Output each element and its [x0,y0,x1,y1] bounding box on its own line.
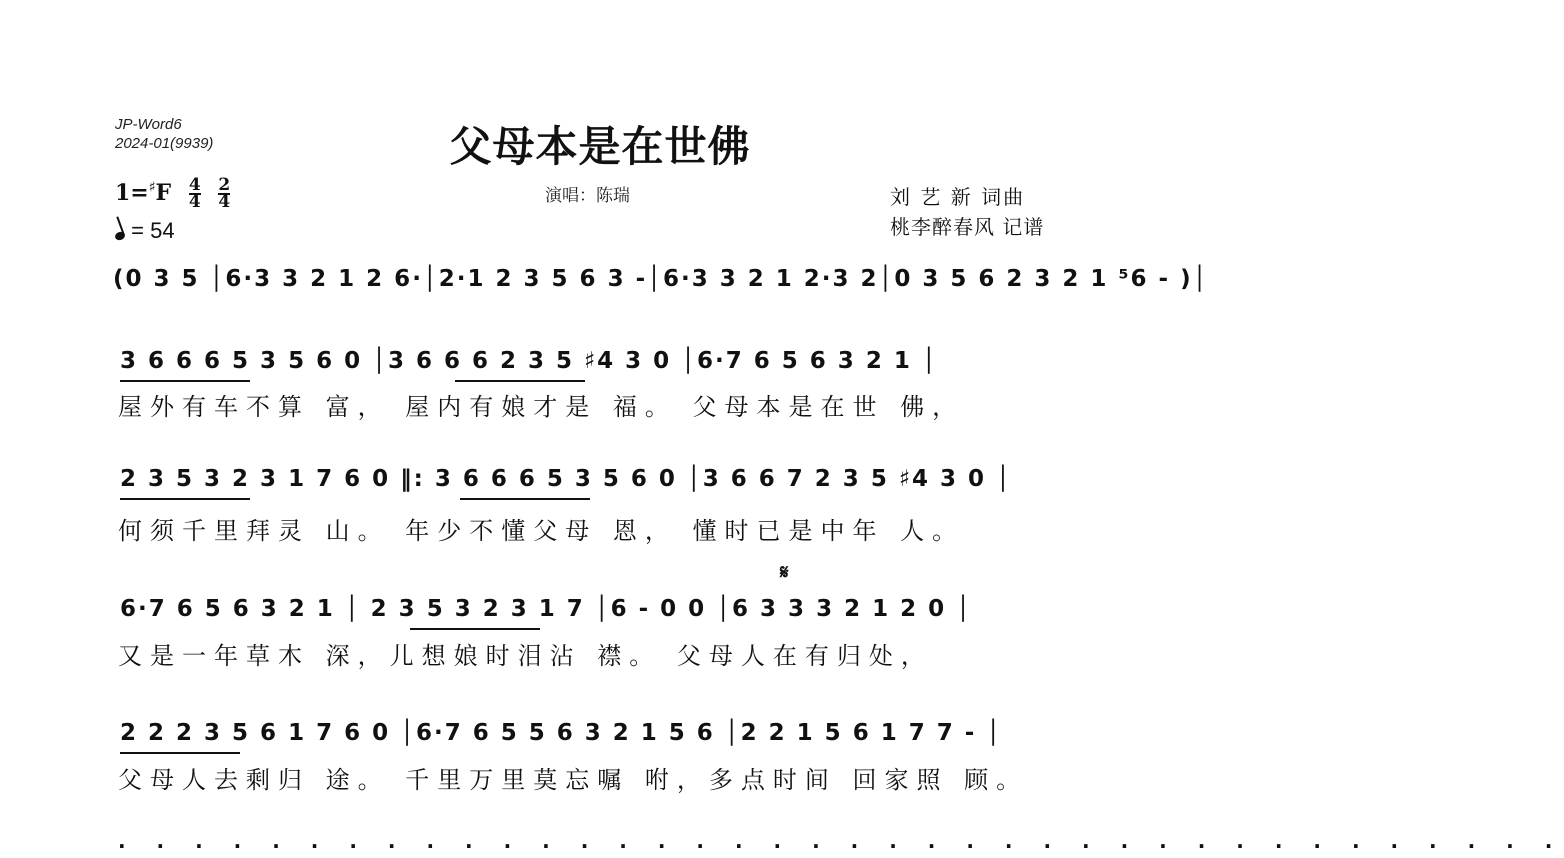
time-signature-4-4: $\frac{4}{4}$ [188,175,201,212]
lyric-line-5: 父母人去剩归 途。 千里万里莫忘嘱 咐，多点时间 回家照 顾。 [118,766,1029,794]
quarter-note-icon [114,231,126,242]
partial-notation-line-6: · · · · · · · · · · · · · · · · · · · · · · · · · · · · · · · · · · · · · · [118,834,1564,858]
notation-line-5: 2 2 2 3 5 6 1 7 6 0 │6·7 6 5 5 6 3 2 1 5 6 │2 2 1 5 6 1 7 7 - │ [120,720,1003,746]
sharp-icon: ♯ [148,179,156,196]
software-label: JP-Word6 [115,116,182,133]
lyric-line-4: 又是一年草木 深，儿想娘时泪沾 襟。 父母人在有归处， [118,642,933,670]
key-letter: F [155,180,172,206]
beam-line [460,498,590,500]
date-code: 2024-01(9939) [115,135,214,152]
beam-line [120,380,250,382]
segno-icon: 𝄋 [780,560,789,584]
tempo-marking [115,218,175,244]
singer-credit: 演唱：陈瑞 [545,186,630,206]
composer-credit: 刘 艺 新 词曲 [890,185,1026,209]
notation-line-4: 6·7 6 5 6 3 2 1 │ 2 3 5 3 2 3 1 7 │6 - 0 0 │6 3 3 3 2 1 2 0 │ [120,596,972,622]
lyric-line-3: 何须千里拜灵 山。 年少不懂父母 恩， 懂时已是中年 人。 [118,517,965,545]
beam-line [455,380,585,382]
beam-line [410,628,540,630]
tempo-value: = 54 [131,218,175,243]
page-title: 父母本是在世佛 [449,122,751,171]
key-prefix: 1= [115,180,149,206]
key-signature [115,175,231,212]
transcriber-credit: 桃李醉春风 记谱 [890,215,1045,239]
time-signature-2-4: $\frac{2}{4}$ [218,175,231,212]
notation-line-3: 2 3 5 3 2 3 1 7 6 0 ‖: 3 6 6 6 5 3 5 6 0 │3 6 6 7 2 3 5 ♯4 3 0 │ [120,466,1012,492]
lyric-line-2: 屋外有车不算 富， 屋内有娘才是 福。 父母本是在世 佛， [118,393,965,421]
beam-line [120,752,240,754]
beam-line [120,498,250,500]
notation-line-1: (0 3 5 │6·3 3 2 1 2 6·│2·1 2 3 5 6 3 -│6·3 3 2 1 2·3 2│0 3 5 6 2 3 2 1 ⁵6 - )│ [113,266,1209,292]
notation-line-2: 3 6 6 6 5 3 5 6 0 │3 6 6 6 2 3 5 ♯4 3 0 │6·7 6 5 6 3 2 1 │ [120,348,938,374]
